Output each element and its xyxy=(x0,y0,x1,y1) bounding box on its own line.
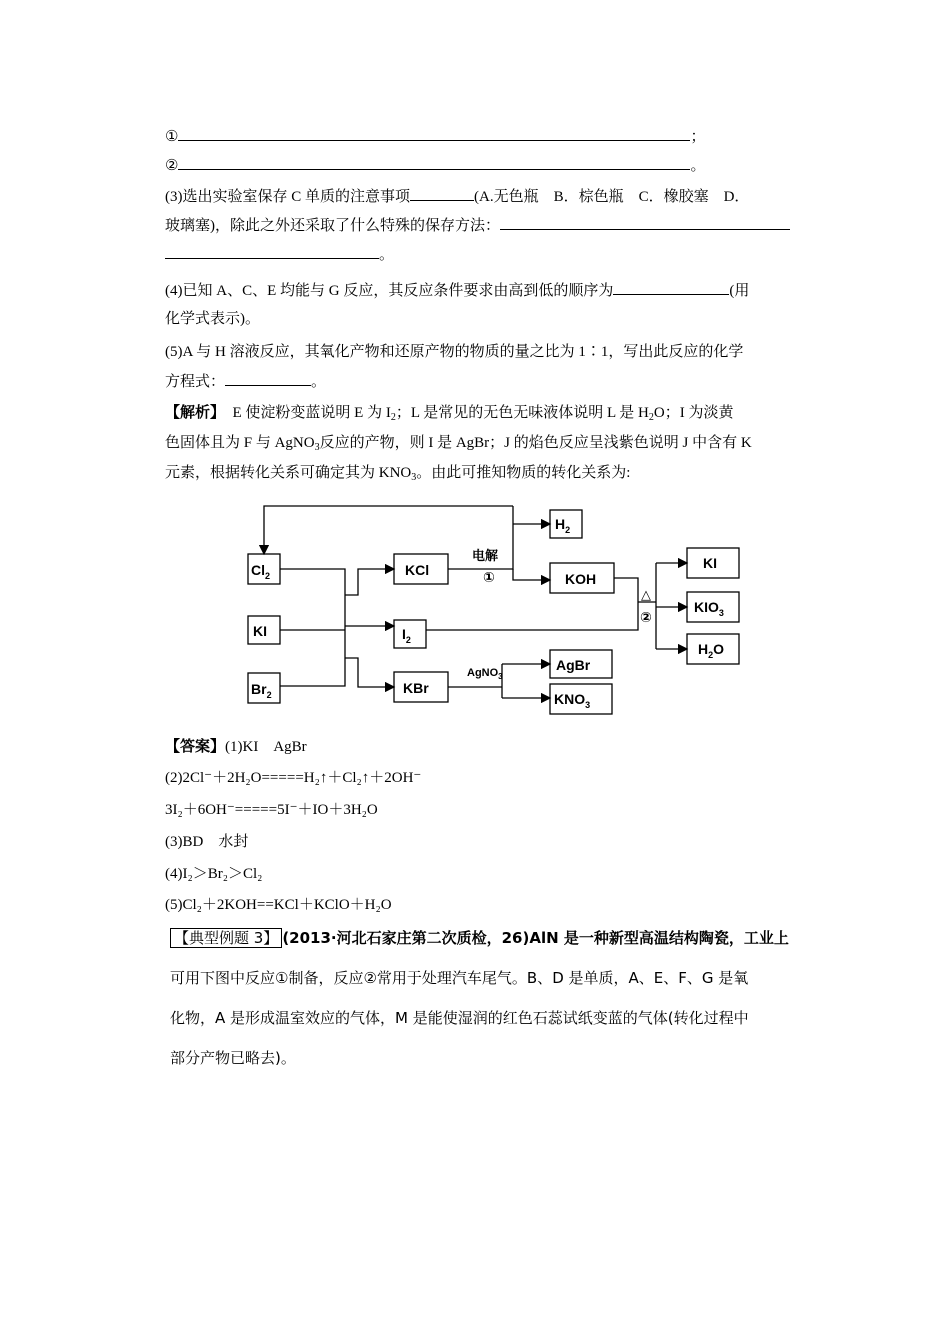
example-line-1: 【典型例题 3】 (2013·河北石家庄第二次质检，26)AlN 是一种新型高温结构陶瓷，工业上 xyxy=(170,928,789,948)
svg-text:H2: $H_2$ xyxy=(555,516,571,535)
svg-text:KI: KI xyxy=(703,555,717,571)
analysis-line-2: 色固体且为 F 与 AgNO$_3$反应的产物，则 I 是 AgBr；J 的焰色反应呈浅紫色说明 J 中含有 K xyxy=(165,435,752,453)
analysis-line-1: 【解析】 E 使淀粉变蓝说明 E 为 $I_2$；L 是常见的无色无味液体说明 L 是 $H_2O$；I 为淡黄 xyxy=(165,405,734,423)
question-4-line-2: 化学式表示)。 xyxy=(165,311,260,327)
svg-text:KIO3: $KIO_3$ xyxy=(694,599,724,618)
svg-text:AgNO3: AgNO$_3$ xyxy=(467,667,503,681)
q2-item-2: ② 。 xyxy=(165,155,705,176)
q2-item-1: ① ； xyxy=(165,126,705,147)
svg-text:①: ① xyxy=(483,569,495,585)
analysis-label: 【解析】 xyxy=(165,405,226,421)
answer-blank xyxy=(165,244,379,259)
svg-text:KOH: KOH xyxy=(565,571,597,587)
analysis-line-3: 元素，根据转化关系可确定其为 $KNO_3$。由此可推知物质的转化关系为: xyxy=(165,465,631,483)
answer-blank xyxy=(178,126,690,141)
item-marker: ① xyxy=(165,129,179,145)
answer-blank xyxy=(410,186,474,201)
question-5-line-1: (5)A 与 H 溶液反应，其氧化产物和还原产物的物质的量之比为 1∶1，写出此反应的化学 xyxy=(165,344,744,360)
svg-text:I2: $I_2$ xyxy=(402,626,411,645)
answer-label: 【答案】 xyxy=(165,739,226,755)
answer-blank xyxy=(225,371,311,386)
svg-text:AgBr: AgBr xyxy=(556,657,591,673)
svg-text:②: ② xyxy=(640,609,652,625)
svg-text:KCl: KCl xyxy=(405,562,430,578)
svg-text:KI: KI xyxy=(253,623,267,639)
svg-text:KBr: KBr xyxy=(403,680,429,696)
question-3-line-2: 玻璃塞)，除此之外还采取了什么特殊的保存方法： xyxy=(165,215,790,236)
item-marker: ② xyxy=(165,158,179,174)
answer-line-3: 3I₂＋6OH⁻=====5I⁻＋IO＋3H₂O xyxy=(165,802,378,818)
answer-line-4: (3)BD 水封 xyxy=(165,834,249,850)
example-line-4: 部分产物已略去)。 xyxy=(170,1049,296,1067)
answer-line-5: (4)I₂＞Br₂＞Cl₂ xyxy=(165,866,263,882)
question-3-line-3: 。 xyxy=(165,244,394,265)
question-5-line-2: 方程式： 。 xyxy=(165,371,326,392)
answer-blank xyxy=(178,155,690,170)
example-line-2: 可用下图中反应①制备，反应②常用于处理汽车尾气。B、D 是单质，A、E、F、G 是氧 xyxy=(170,969,749,987)
answer-blank xyxy=(613,280,729,295)
example-line-3: 化物，A 是形成温室效应的气体，M 是能使湿润的红色石蕊试纸变蓝的气体(转化过程中 xyxy=(170,1009,749,1027)
answer-line-2: (2)2Cl⁻＋2H₂O=====H₂↑＋Cl₂↑＋2OH⁻ xyxy=(165,770,422,786)
svg-text:H2O: $H_2O$ xyxy=(698,641,725,660)
conversion-diagram xyxy=(240,498,750,720)
svg-text:Cl2: $Cl_2$ xyxy=(251,562,271,581)
arrow-loop-cl2 xyxy=(264,506,513,554)
svg-text:电解: 电解 xyxy=(472,548,499,563)
svg-text:Br2: $Br_2$ xyxy=(251,681,272,700)
svg-text:△: △ xyxy=(641,587,651,602)
svg-text:KNO3: $KNO_3$ xyxy=(554,691,591,710)
answer-line-6: (5)Cl₂＋2KOH==KCl＋KClO＋H₂O xyxy=(165,897,392,913)
example-label: 【典型例题 3】 xyxy=(170,928,282,948)
arrow-to-koh xyxy=(513,569,550,580)
question-3-line-1: (3)选出实验室保存 C 单质的注意事项 (A.无色瓶 B．棕色瓶 C．橡胶塞 D． xyxy=(165,186,749,207)
question-4-line-1: (4)已知 A、C、E 均能与 G 反应，其反应条件要求由高到低的顺序为 (用 xyxy=(165,280,749,301)
answer-blank xyxy=(500,215,790,230)
answer-line-1: 【答案】(1)KI AgBr xyxy=(165,739,307,755)
